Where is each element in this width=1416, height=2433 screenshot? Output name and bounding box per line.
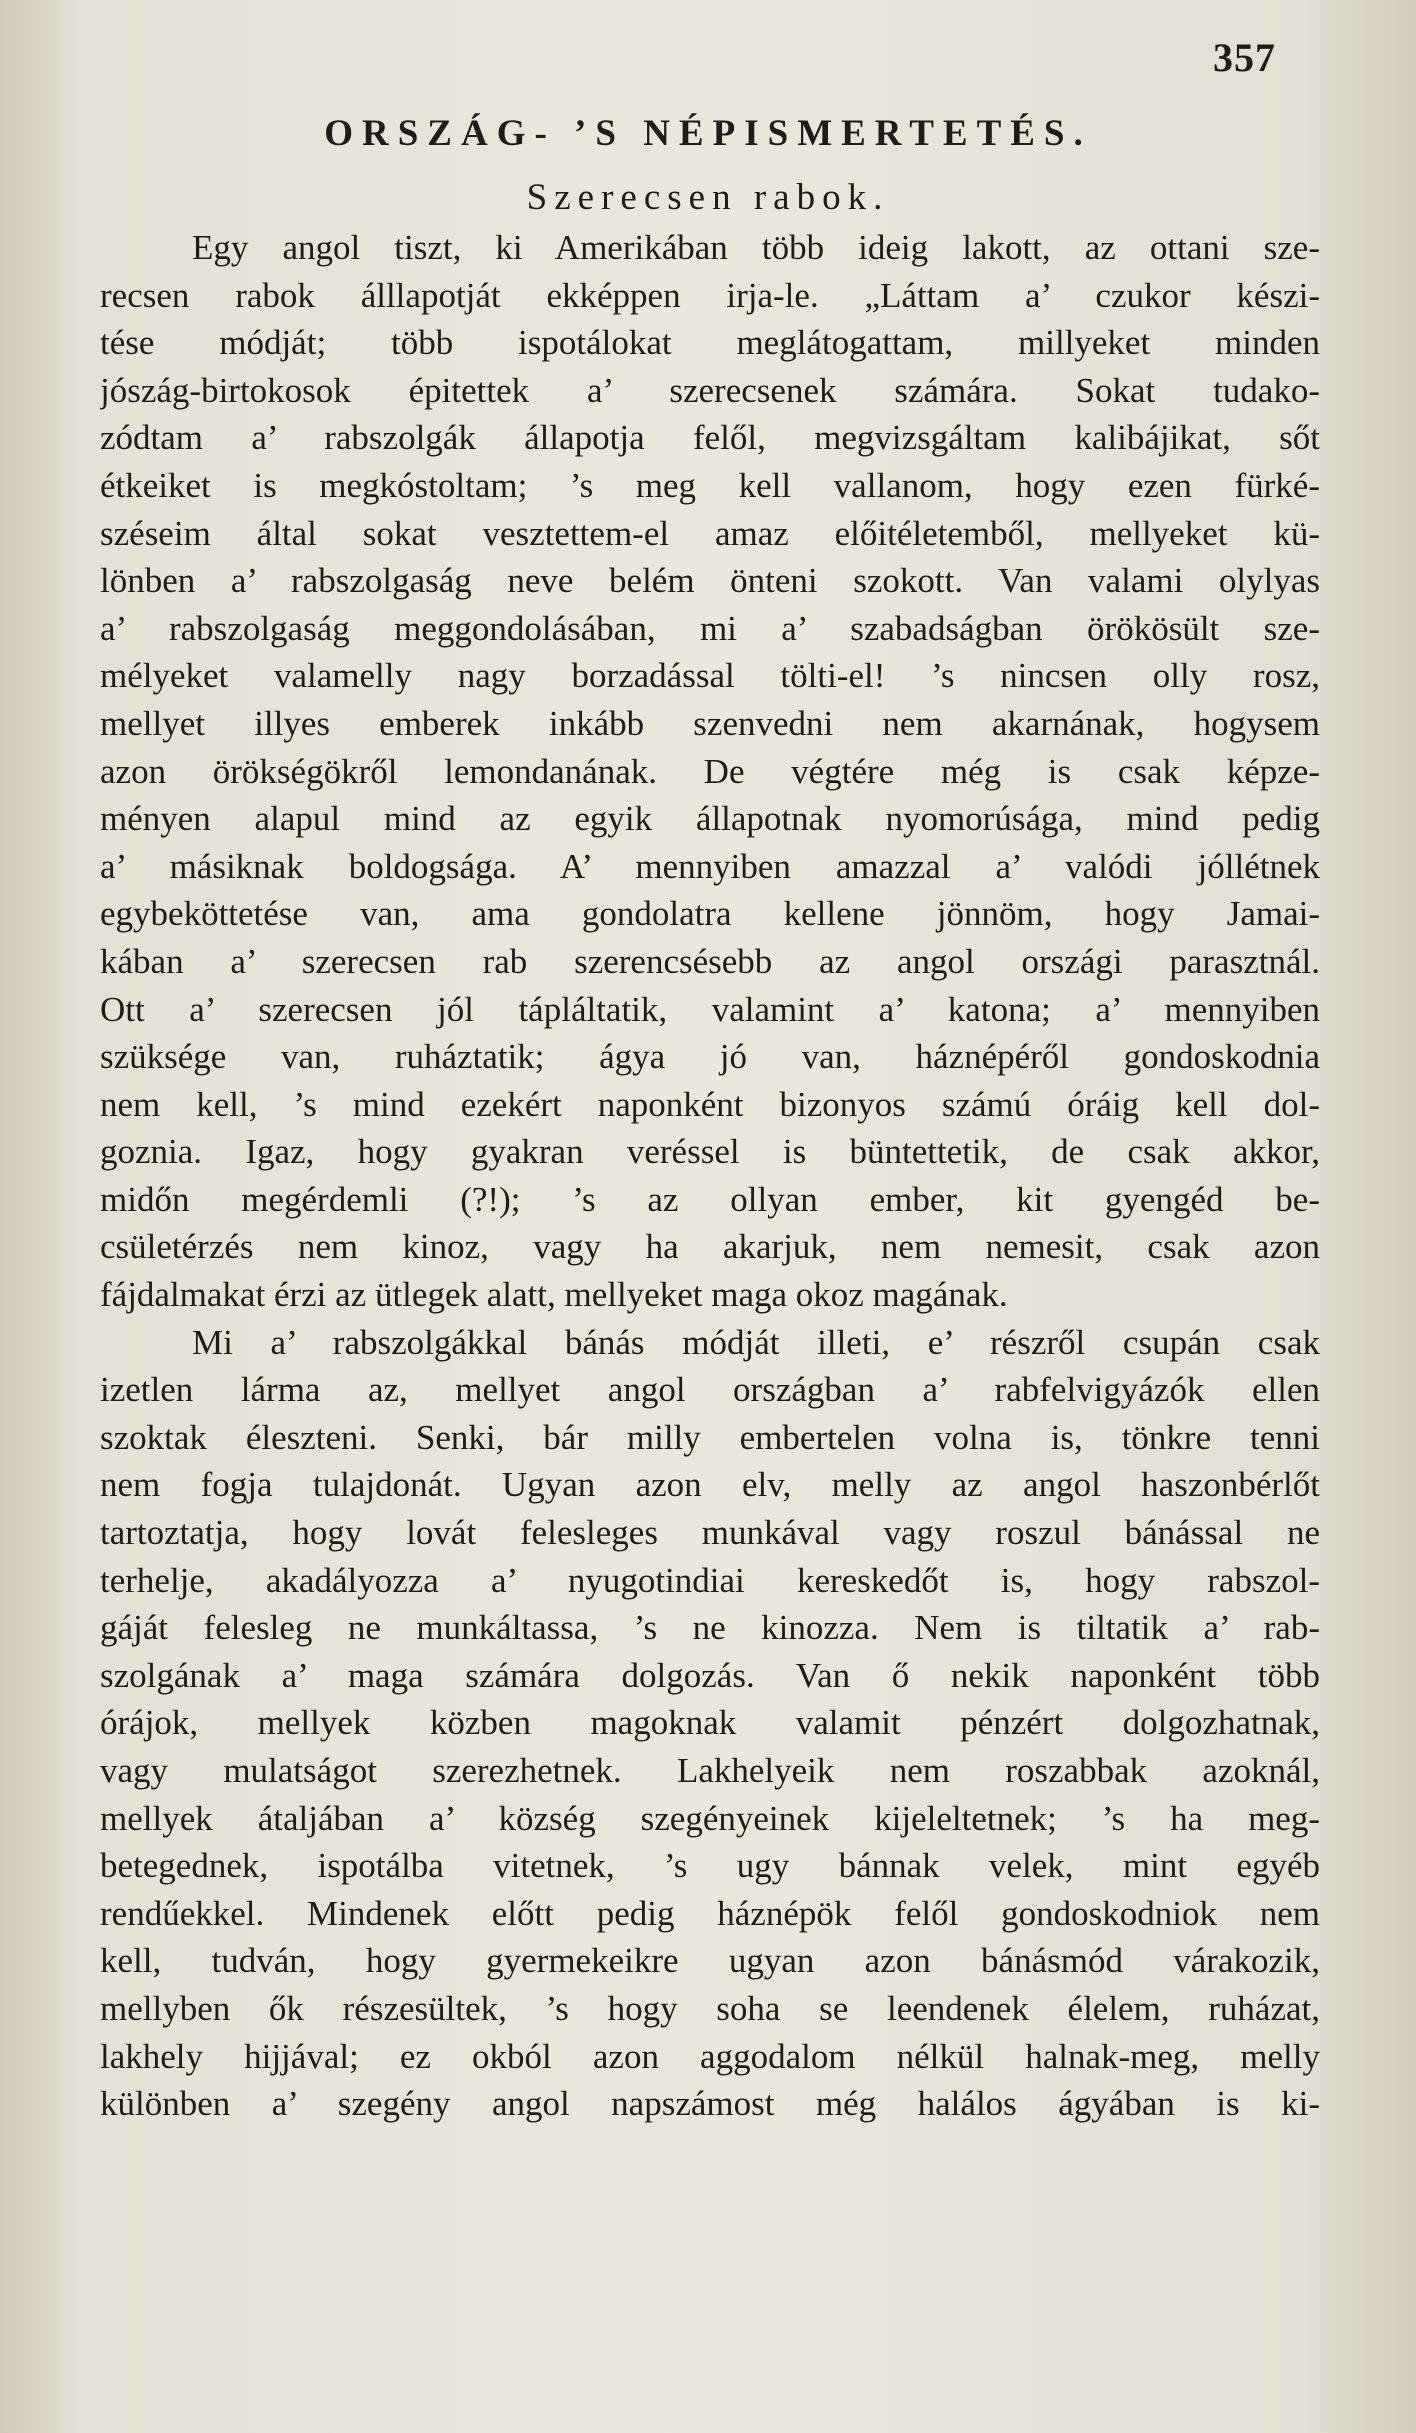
article-title: Szerecsen rabok. (526, 177, 890, 218)
text-line: kell, tudván, hogy gyermekeikre ugyan azon bánásmód várakozik, (100, 1941, 1320, 1981)
text-line: zódtam a’ rabszolgák állapotja felől, megvizsgáltam kalibájikat, sőt (100, 418, 1320, 458)
text-line: rendűekkel. Mindenek előtt pedig háznépök felől gondoskodniok nem (100, 1893, 1320, 1933)
text-line: betegednek, ispotálba vitetnek, ’s ugy bánnak velek, mint egyéb (100, 1846, 1320, 1886)
text-line: szüksége van, ruháztatik; ágya jó van, háznépéről gondoskodnia (100, 1037, 1320, 1077)
text-line: tartoztatja, hogy lovát felesleges munkával vagy roszul bánással ne (100, 1513, 1320, 1553)
text-line: ményen alapul mind az egyik állapotnak nyomorúsága, mind pedig (100, 799, 1320, 839)
page-number: 357 (1213, 35, 1276, 80)
text-line: Mi a’ rabszolgákkal bánás módját illeti, e’ részről csupán csak (192, 1322, 1320, 1362)
text-line: nem kell, ’s mind ezekért naponként bizonyos számú óráig kell dol- (100, 1084, 1320, 1124)
text-line: terhelje, akadályozza a’ nyugotindiai kereskedőt is, hogy rabszol- (100, 1560, 1320, 1600)
text-line: étkeiket is megkóstoltam; ’s meg kell vallanom, hogy ezen fürké- (100, 465, 1320, 505)
text-line: egybeköttetése van, ama gondolatra kellene jönnöm, hogy Jamai- (100, 894, 1320, 934)
text-line: tése módját; több ispotálokat meglátogattam, millyeket minden (100, 323, 1320, 363)
text-line: fájdalmakat érzi az ütlegek alatt, mellyeket maga okoz magának. (100, 1275, 1008, 1315)
section-header: ORSZÁG- ’S NÉPISMERTETÉS. (324, 113, 1092, 154)
text-line: kában a’ szerecsen rab szerencsésebb az angol országi parasztnál. (100, 941, 1320, 981)
text-line: Egy angol tiszt, ki Amerikában több ideig lakott, az ottani sze- (192, 228, 1320, 267)
text-line: mélyeket valamelly nagy borzadással tölti-el! ’s nincsen olly rosz, (100, 656, 1320, 696)
text-line: a’ rabszolgaság meggondolásában, mi a’ szabadságban örökösült sze- (100, 608, 1320, 648)
text-line: mellyek átaljában a’ község szegényeinek kijeleltetnek; ’s ha meg- (100, 1798, 1320, 1838)
text-line: mellyet illyes emberek inkább szenvedni nem akarnának, hogysem (100, 703, 1320, 743)
text-line: goznia. Igaz, hogy gyakran veréssel is büntettetik, de csak akkor, (100, 1132, 1320, 1172)
text-line: lönben a’ rabszolgaság neve belém önteni szokott. Van valami olylyas (100, 561, 1320, 601)
body-text (100, 224, 1320, 2128)
text-line: széseim által sokat vesztettem-el amaz előitéletemből, mellyeket kü- (100, 513, 1320, 553)
text-line: szoktak éleszteni. Senki, bár milly embertelen volna is, tönkre tenni (100, 1417, 1320, 1457)
text-line: órájok, mellyek közben magoknak valamit pénzért dolgozhatnak, (100, 1703, 1320, 1743)
text-line: gáját felesleg ne munkáltassa, ’s ne kinozza. Nem is tiltatik a’ rab- (100, 1608, 1320, 1648)
text-line: izetlen lárma az, mellyet angol országban a’ rabfelvigyázók ellen (100, 1370, 1320, 1410)
text-line: jószág-birtokosok épitettek a’ szerecsenek számára. Sokat tudako- (100, 370, 1320, 410)
text-line: a’ másiknak boldogsága. A’ mennyiben amazzal a’ valódi jóllétnek (100, 846, 1320, 886)
text-line: lakhely hijjával; ez okból azon aggodalom nélkül halnak-meg, melly (100, 2036, 1320, 2076)
text-line: recsen rabok álllapotját ekképpen irja-le. „Láttam a’ czukor készi- (100, 275, 1320, 315)
text-line: Ott a’ szerecsen jól tápláltatik, valamint a’ katona; a’ mennyiben (100, 989, 1320, 1029)
text-line: szolgának a’ maga számára dolgozás. Van ő nekik naponként több (100, 1655, 1320, 1695)
text-line: különben a’ szegény angol napszámost még halálos ágyában is ki- (100, 2084, 1320, 2124)
text-line: mellyben ők részesültek, ’s hogy soha se leendenek élelem, ruházat, (100, 1988, 1320, 2028)
text-line: azon örökségökről lemondanának. De végtére még is csak képze- (100, 751, 1320, 791)
text-line: vagy mulatságot szerezhetnek. Lakhelyeik nem roszabbak azoknál, (100, 1751, 1320, 1790)
text-line: csületérzés nem kinoz, vagy ha akarjuk, nem nemesit, csak azon (100, 1227, 1320, 1267)
text-line: nem fogja tulajdonát. Ugyan azon elv, melly az angol haszonbérlőt (100, 1465, 1320, 1505)
text-line: midőn megérdemli (?!); ’s az ollyan ember, kit gyengéd be- (100, 1179, 1320, 1219)
